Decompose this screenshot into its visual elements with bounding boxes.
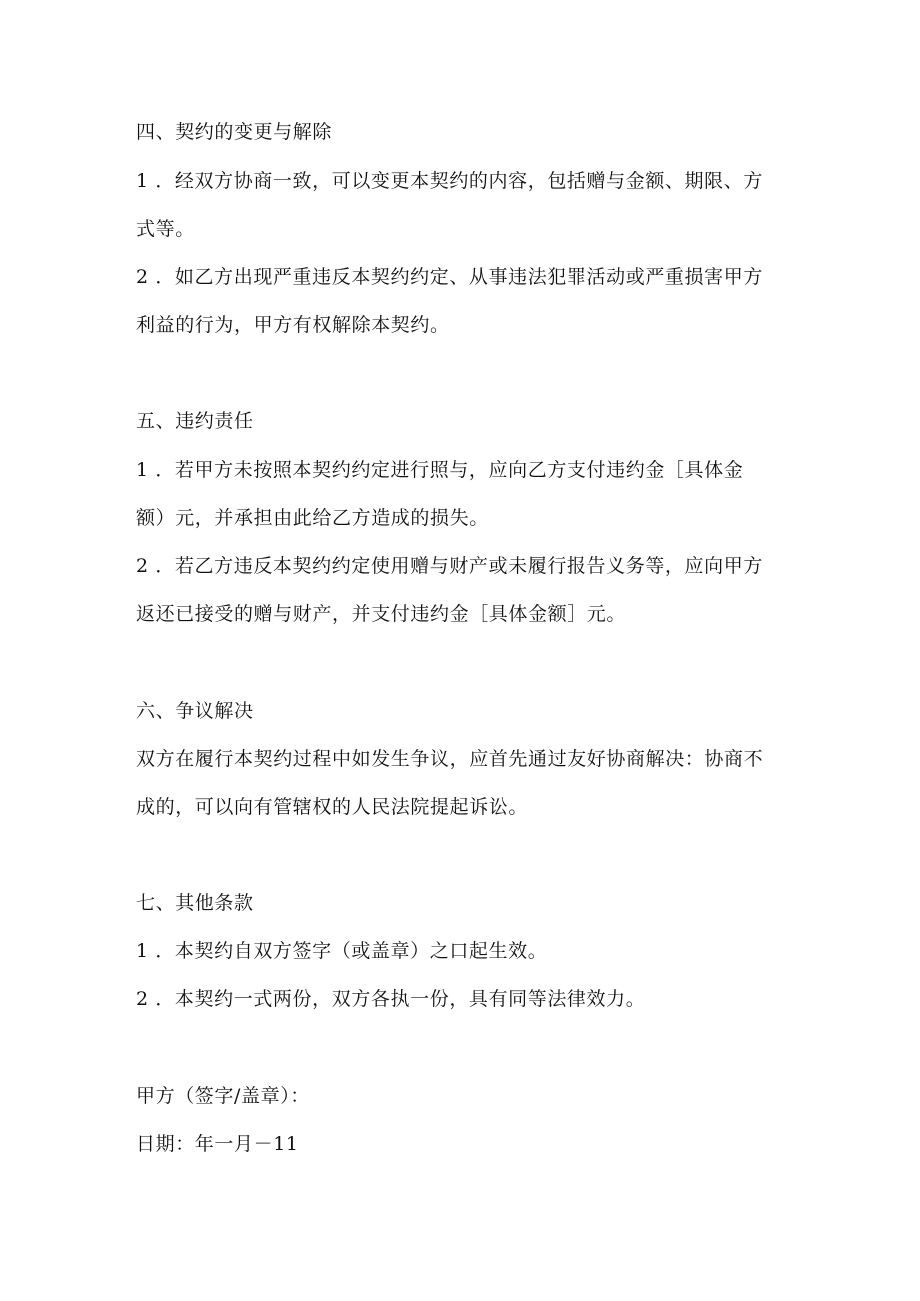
section-6-heading: 六、争议解决 bbox=[136, 700, 254, 722]
section-5-clause-1-line-2: 额）元，并承担由此给乙方造成的损失。 bbox=[136, 507, 489, 529]
section-6-line-2: 成的，可以向有管辖权的人民法院提起诉讼。 bbox=[136, 796, 529, 818]
party-a-signature-label: 甲方（签字/盖章）： bbox=[136, 1085, 310, 1107]
section-7-clause-2: 2 ．本契约一式两份，双方各执一份，具有同等法律效力。 bbox=[136, 988, 646, 1010]
section-5-clause-2-line-1: 2 ．若乙方违反本契约约定使用赠与财产或未履行报告义务等，应向甲方 bbox=[136, 555, 763, 577]
section-7-heading: 七、其他条款 bbox=[136, 892, 254, 914]
section-4-clause-1-line-1: 1 ．经双方协商一致，可以变更本契约的内容，包括赠与金额、期限、方 bbox=[136, 170, 763, 192]
section-5-clause-1-line-1: 1 ．若甲方未按照本契约约定进行照与，应向乙方支付违约金［具体金 bbox=[136, 459, 744, 481]
section-4-heading: 四、契约的变更与解除 bbox=[136, 121, 333, 143]
section-4-clause-2-line-2: 利益的行为，甲方有权解除本契约。 bbox=[136, 314, 450, 336]
section-4-clause-1-line-2: 式等。 bbox=[136, 218, 195, 240]
signature-date-label: 日期：年一月－11 bbox=[136, 1133, 299, 1155]
section-6-line-1: 双方在履行本契约过程中如发生争议，应首先通过友好协商解决：协商不 bbox=[136, 748, 764, 770]
section-7-clause-1: 1 ．本契约自双方签字（或盖章）之口起生效。 bbox=[136, 940, 548, 962]
section-5-clause-2-line-2: 返还已接受的赠与财产，并支付违约金［具体金额］元。 bbox=[136, 603, 627, 625]
section-5-heading: 五、违约责任 bbox=[136, 410, 254, 432]
section-4-clause-2-line-1: 2 ．如乙方出现严重违反本契约约定、从事违法犯罪活动或严重损害甲方 bbox=[136, 266, 763, 288]
